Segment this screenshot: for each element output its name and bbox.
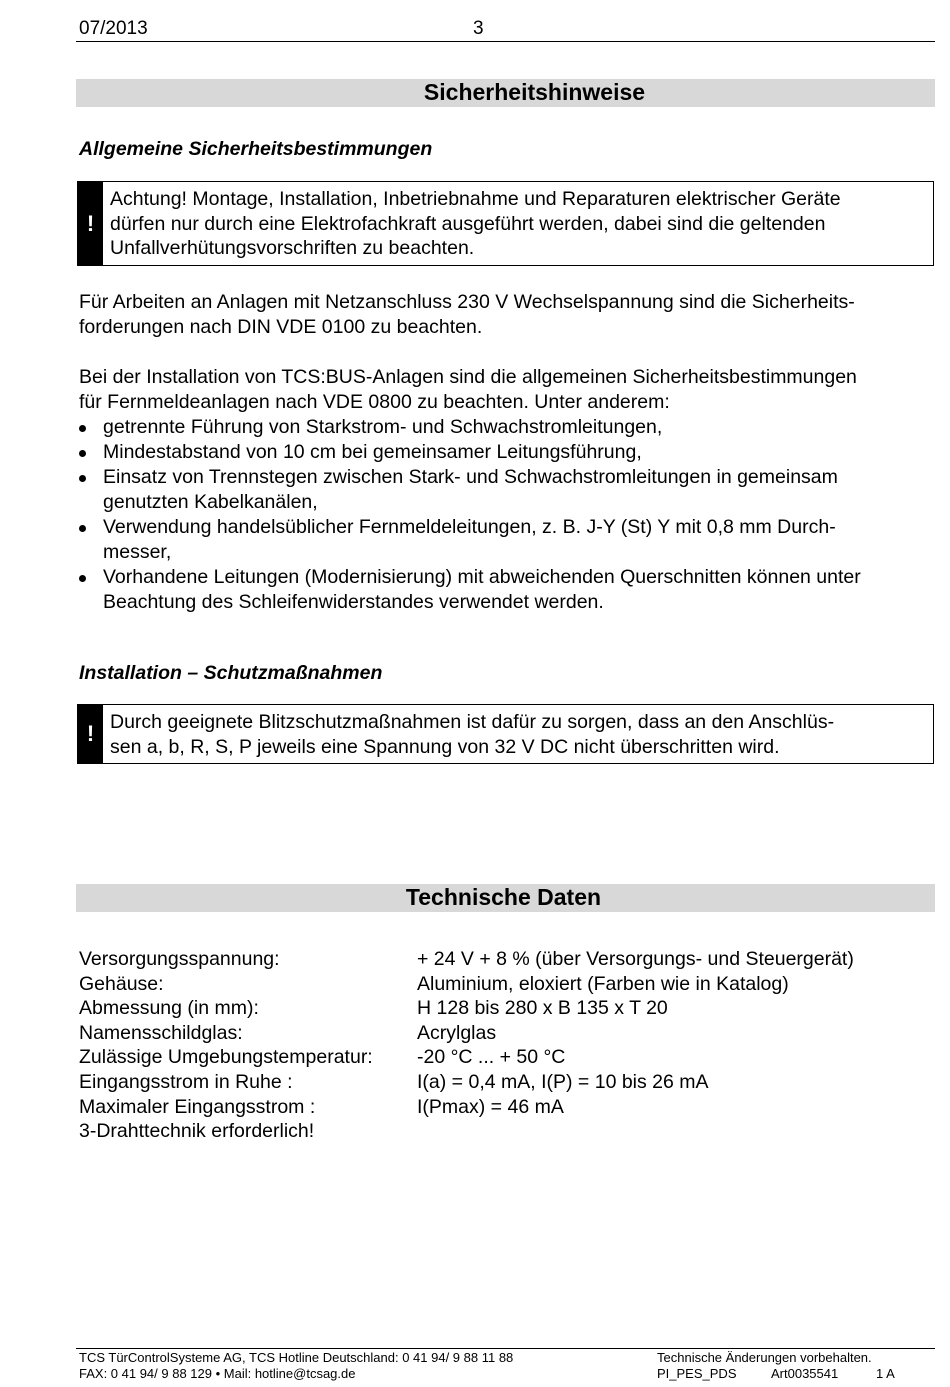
footer-divider: [76, 1348, 935, 1349]
bullet-icon: [79, 425, 86, 432]
footer-revision: 1 A: [876, 1366, 895, 1381]
footer-doc-code: PI_PES_PDS: [657, 1366, 737, 1381]
table-row: Zulässige Umgebungstemperatur: -20 °C ... + 50 °C: [79, 1046, 566, 1069]
warning-text-2: Durch geeignete Blitzschutzmaßnahmen ist dafür zu sorgen, dass an den Anschlüs- sen a, b, R, S, P jeweils eine Spannung von 32 V DC nicht überschritten wird.: [110, 711, 835, 758]
warning-text-1: Achtung! Montage, Installation, Inbetriebnahme und Reparaturen elektrischer Geräte dürfen nur durch eine Elektrofachkraft ausgeführt werden, dabei sind die geltenden Unfallverhütungsvorschriften zu beachten.: [110, 188, 841, 259]
paragraph-tcs-bus: Bei der Installation von TCS:BUS-Anlagen sind die allgemeinen Sicherheitsbestimmungen für Fernmeldeanlagen nach VDE 0800 zu beachten. Unter anderem:: [79, 366, 857, 413]
header-divider: [76, 41, 935, 42]
header-date: 07/2013: [79, 18, 148, 39]
table-row: Gehäuse: Aluminium, eloxiert (Farben wie in Katalog): [79, 972, 789, 995]
list-item: getrennte Führung von Starkstrom- und Schwachstromleitungen,: [79, 415, 939, 440]
list-item: Mindestabstand von 10 cm bei gemeinsamer Leitungsführung,: [79, 440, 939, 465]
subheading-installation: Installation – Schutzmaßnahmen: [79, 662, 383, 684]
footer-article-number: Art0035541: [771, 1366, 839, 1381]
subheading-general: Allgemeine Sicherheitsbestimmungen: [79, 138, 433, 160]
footer-disclaimer: Technische Änderungen vorbehalten.: [657, 1350, 872, 1365]
section-title-safety: Sicherheitshinweise: [423, 79, 646, 105]
section-title-tech: Technische Daten: [405, 884, 602, 910]
warning-icon: !: [78, 182, 103, 265]
safety-bullet-list: [79, 415, 939, 615]
warning-icon: !: [78, 705, 103, 763]
table-row: Namensschildglas: Acrylglas: [79, 1021, 497, 1044]
footer-contact-line: FAX: 0 41 94/ 9 88 129 • Mail: hotline@tcsag.de: [79, 1366, 356, 1381]
warning-box-1: [77, 181, 934, 266]
table-row: Abmessung (in mm): H 128 bis 280 x B 135 x T 20: [79, 997, 668, 1020]
bullet-icon: [79, 450, 86, 457]
table-row: Maximaler Eingangsstrom : I(Pmax) = 46 mA: [79, 1095, 564, 1118]
bullet-icon: [79, 575, 86, 582]
table-row: 3-Drahttechnik erforderlich!: [79, 1120, 315, 1143]
list-item: Verwendung handelsüblicher Fernmeldeleitungen, z. B. J-Y (St) Y mit 0,8 mm Durch- messer,: [79, 515, 939, 565]
list-item: Einsatz von Trennstegen zwischen Stark- und Schwachstromleitungen in gemeinsam genutzten Kabelkanälen,: [79, 465, 939, 515]
page-number: 3: [473, 18, 484, 39]
list-item: Vorhandene Leitungen (Modernisierung) mit abweichenden Querschnitten können unter Beachtung des Schleifenwiderstandes verwendet werden.: [79, 565, 939, 615]
paragraph-mains: Für Arbeiten an Anlagen mit Netzanschluss 230 V Wechselspannung sind die Sicherheits- forderungen nach DIN VDE 0100 zu beachten.: [79, 291, 855, 338]
warning-box-2: [77, 704, 934, 764]
table-row: Versorgungsspannung: + 24 V + 8 % (über Versorgungs- und Steuergerät): [79, 948, 854, 970]
footer-company-line: TCS TürControlSysteme AG, TCS Hotline Deutschland: 0 41 94/ 9 88 11 88: [79, 1350, 514, 1365]
bullet-icon: [79, 475, 86, 482]
table-row: Eingangsstrom in Ruhe : I(a) = 0,4 mA, I(P) = 10 bis 26 mA: [79, 1071, 709, 1093]
bullet-icon: [79, 525, 86, 532]
